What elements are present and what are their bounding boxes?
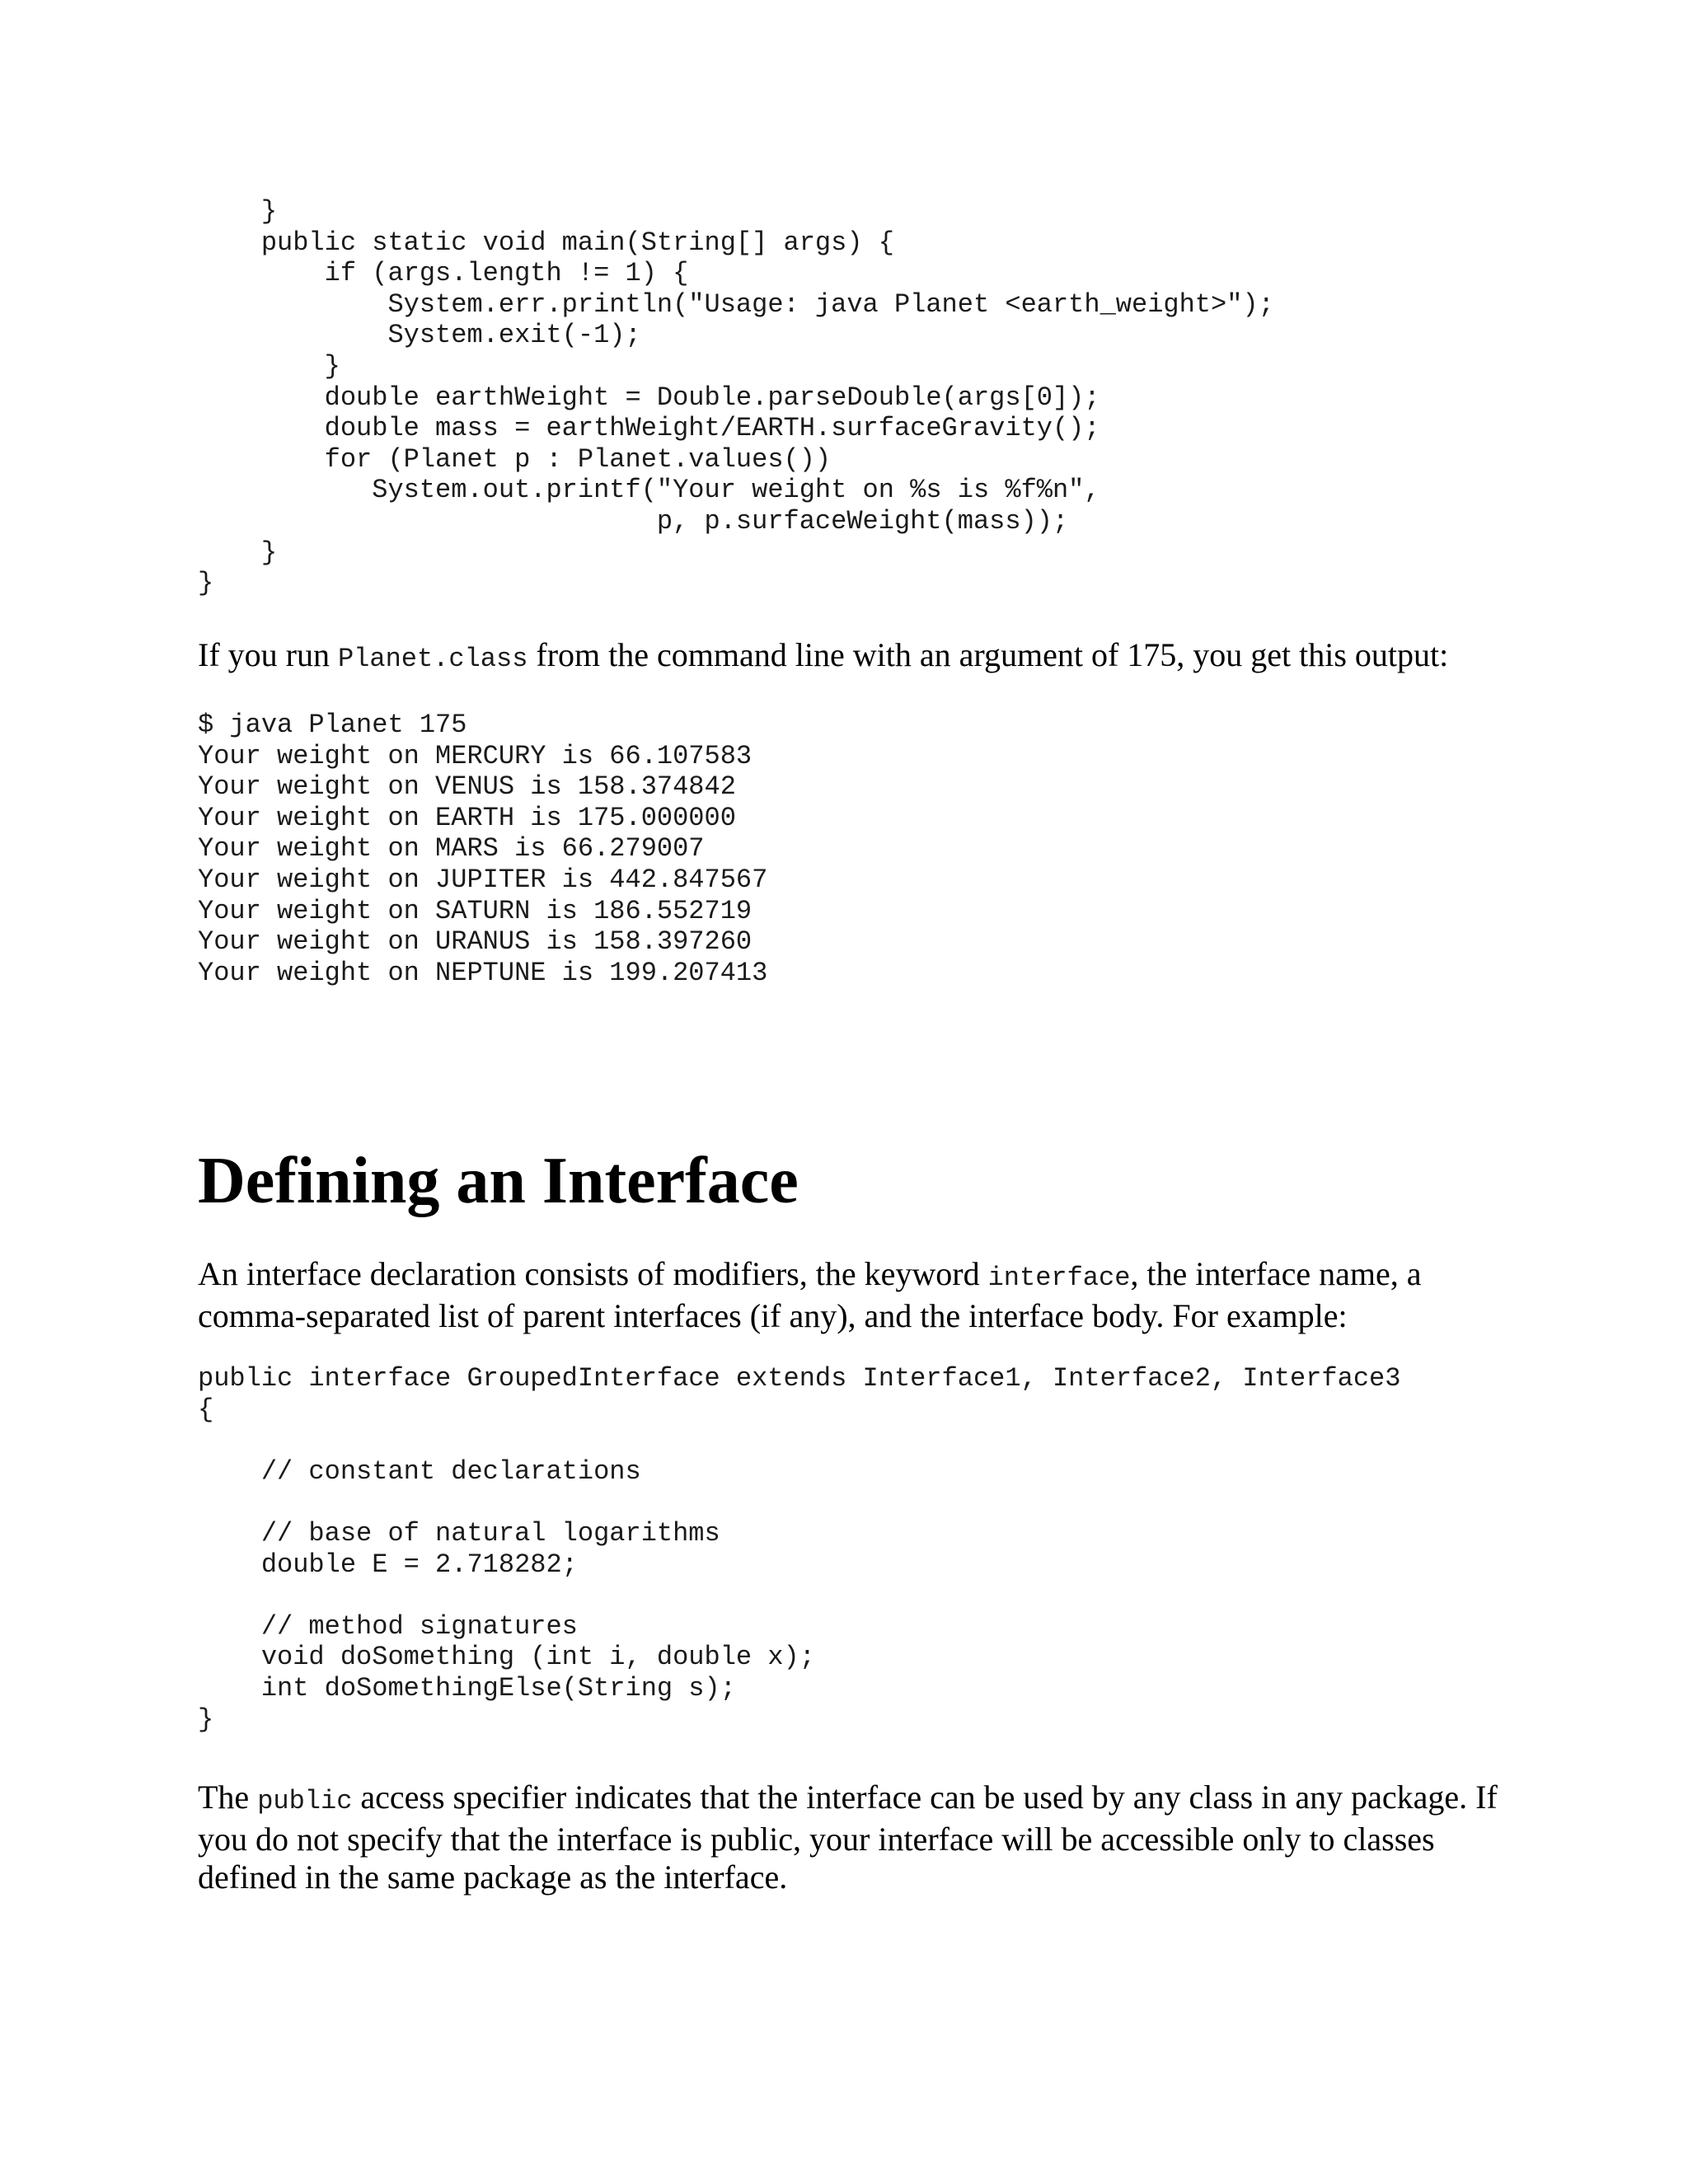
intro-paragraph-text-before: An interface declaration consists of modifiers, the keyword (198, 1255, 988, 1292)
section-heading: Defining an Interface (198, 1145, 799, 1217)
public-paragraph-inline-code: public (257, 1786, 353, 1816)
intro-paragraph-text-after: , the interface name, a comma-separated list of parent interfaces (if any), and the interface body. For example: (198, 1255, 1422, 1334)
run-paragraph (198, 636, 1500, 678)
program-output-code-block: $ java Planet 175 Your weight on MERCURY is 66.107583 Your weight on VENUS is 158.374842 Your weight on EARTH is 175.000000 Your weight on MARS is 66.279007 Your weight on JUPITER is 442.847567 Your weight on SATURN is 186.552719 Your weight on URANUS is 158.397260 Your weight on NEPTUNE is 199.207413 (198, 710, 768, 988)
public-paragraph-text-before: The (198, 1779, 258, 1816)
public-specifier-paragraph (198, 1779, 1500, 1896)
interface-intro-paragraph (198, 1255, 1500, 1335)
intro-paragraph-inline-code: interface (987, 1263, 1131, 1293)
run-paragraph-inline-code: Planet.class (337, 644, 528, 674)
interface-code-block: public interface GroupedInterface extends Interface1, Interface2, Interface3 { // constant declarations // base of natural logarithms double E = 2.718282; // method signatures void doSomething (int i, double x); int doSomethingElse(String s); } (198, 1363, 1401, 1735)
public-paragraph-text-after: access specifier indicates that the interface can be used by any class in any package. If you do not specify that the interface is public, your interface will be accessible only to classes defined in the same package as the interface. (198, 1779, 1498, 1896)
run-paragraph-text-after: from the command line with an argument of 175, you get this output: (528, 636, 1449, 673)
run-paragraph-text-before: If you run (198, 636, 338, 673)
main-method-code-block: } public static void main(String[] args) { if (args.length != 1) { System.err.println("Usage: java Planet <earth_weight>"); System.exit(-1); } double earthWeight = Double.parseDouble(args[0]); double mass = earthWeight/EARTH.surfaceGravity(); for (Planet p : Planet.values()) System.out.printf("Your weight on %s is %f%n", p, p.surfaceWeight(mass)); } } (198, 196, 1274, 599)
